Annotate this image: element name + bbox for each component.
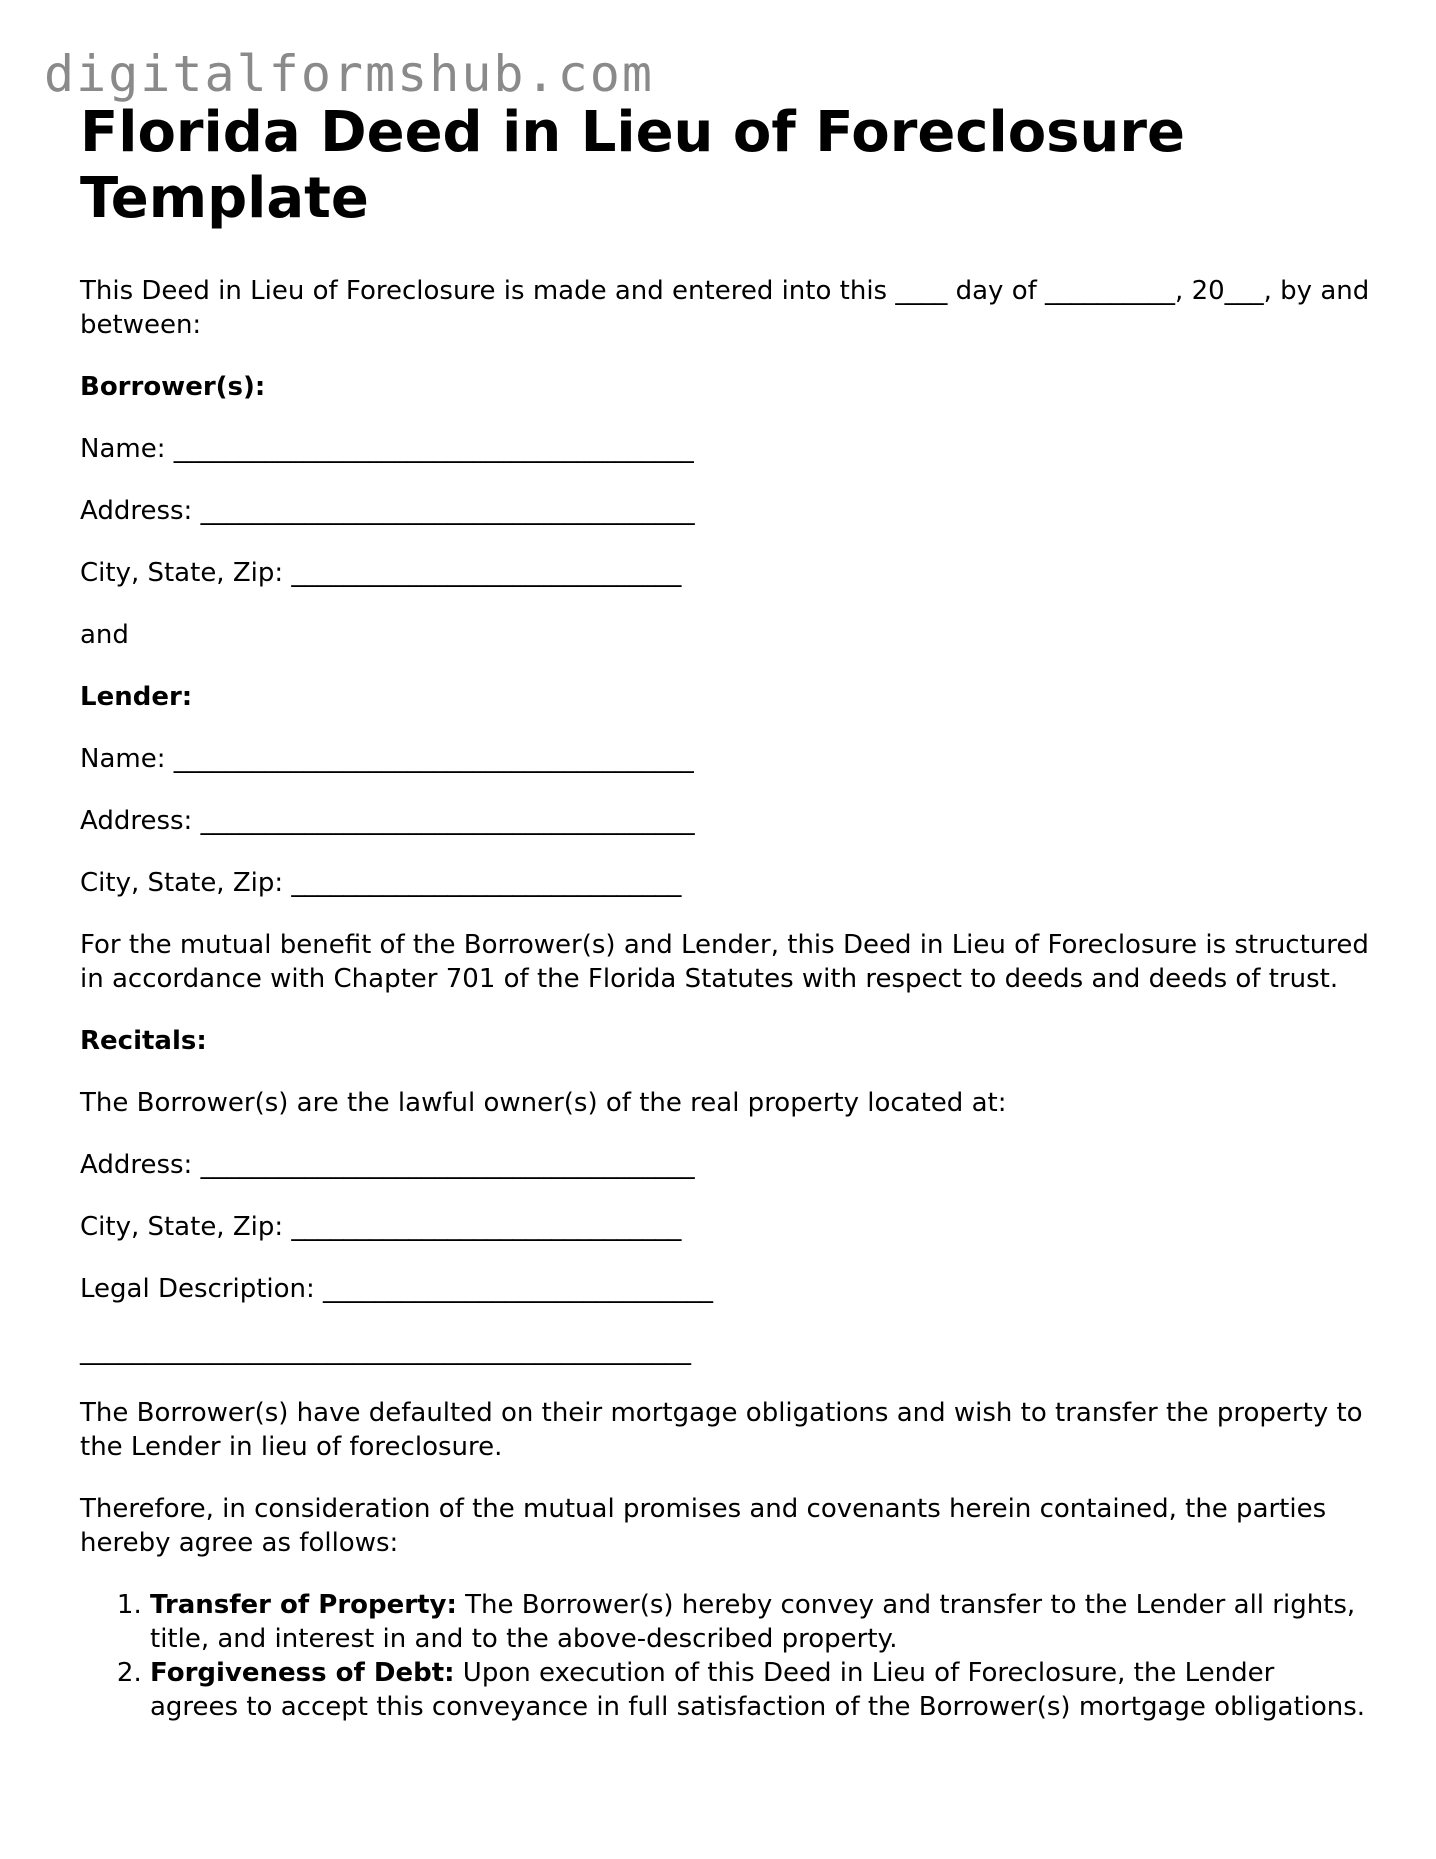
and-text: and: [80, 620, 129, 650]
recitals-owner-text: The Borrower(s) are the lawful owner(s) of the real property located at:: [80, 1088, 1007, 1118]
term-title: Forgiveness of Debt:: [150, 1658, 455, 1688]
recitals-heading: Recitals:: [80, 1026, 207, 1056]
borrower-city-field[interactable]: City, State, Zip: ______________________________: [80, 558, 682, 588]
list-item: [150, 1656, 1370, 1724]
lender-address-field[interactable]: Address: ______________________________________: [80, 806, 695, 836]
borrower-address-field[interactable]: Address: ______________________________________: [80, 496, 695, 526]
term-text: The Borrower(s) hereby convey and transfer to the Lender all rights, title, and interest in and to the above-described property.: [150, 1590, 1356, 1654]
list-item: [150, 1588, 1370, 1656]
therefore-paragraph: Therefore, in consideration of the mutual promises and covenants herein contained, the parties hereby agree as follows:: [80, 1494, 1327, 1558]
watermark: digitalformshub.com: [44, 45, 654, 103]
property-address-field[interactable]: Address: ______________________________________: [80, 1150, 695, 1180]
intro-paragraph: This Deed in Lieu of Foreclosure is made and entered into this ____ day of __________, 20___, by and between:: [80, 276, 1370, 340]
terms-list: [80, 1588, 1370, 1724]
mutual-benefit-paragraph: For the mutual benefit of the Borrower(s) and Lender, this Deed in Lieu of Foreclosure is structured in accordance with Chapter 701 of the Florida Statutes with respect to deeds and deeds of trust.: [80, 930, 1369, 994]
legal-description-extra-line[interactable]: _______________________________________________: [80, 1336, 691, 1366]
page-title: Florida Deed in Lieu of Foreclosure Template: [80, 100, 1185, 231]
lender-name-field[interactable]: Name: ________________________________________: [80, 744, 694, 774]
property-city-field[interactable]: City, State, Zip: ______________________________: [80, 1212, 682, 1242]
lender-heading: Lender:: [80, 682, 193, 712]
borrower-name-field[interactable]: Name: ________________________________________: [80, 434, 694, 464]
legal-description-field[interactable]: Legal Description: ______________________________: [80, 1274, 714, 1304]
default-paragraph: The Borrower(s) have defaulted on their mortgage obligations and wish to transfer the property to the Lender in lieu of foreclosure.: [80, 1398, 1363, 1462]
borrower-heading: Borrower(s):: [80, 372, 266, 402]
lender-city-field[interactable]: City, State, Zip: ______________________________: [80, 868, 682, 898]
document-body: [80, 100, 1370, 1724]
term-text: Upon execution of this Deed in Lieu of Foreclosure, the Lender agrees to accept this conveyance in full satisfaction of the Borrower(s) mortgage obligations.: [150, 1658, 1366, 1722]
term-title: Transfer of Property:: [150, 1590, 457, 1620]
